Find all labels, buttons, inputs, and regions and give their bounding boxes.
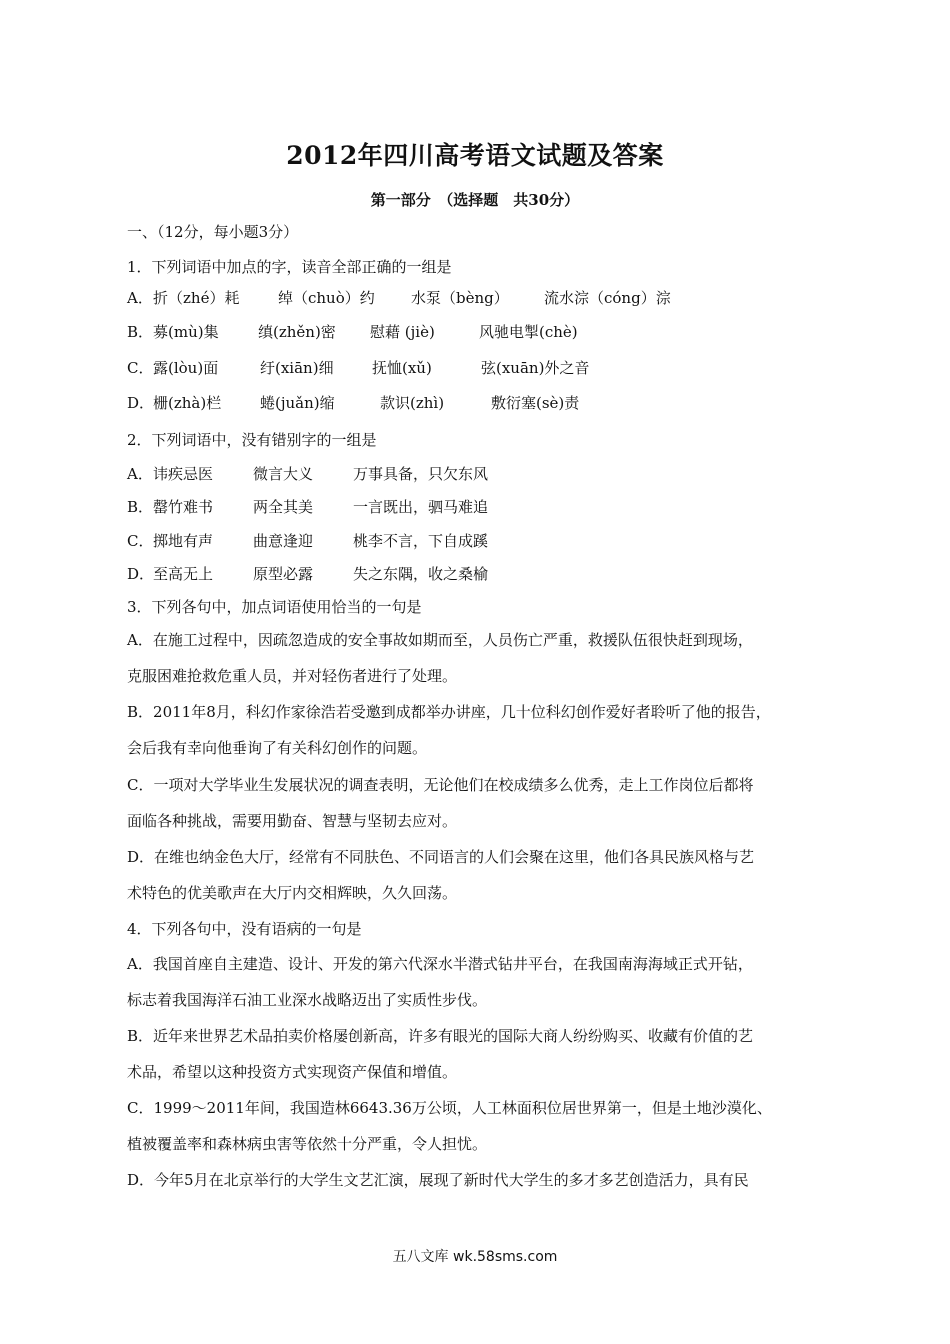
option-label: D．	[127, 394, 155, 412]
option-item: 蜷(juǎn)缩	[260, 394, 335, 412]
option-item: 纡(xiān)细	[260, 359, 334, 377]
page-title: 2012年四川高考语文试题及答案	[286, 141, 664, 170]
question-2-option-b	[127, 497, 488, 517]
option-item: 讳疾忌医	[153, 465, 214, 483]
option-item: 曲意逢迎	[253, 532, 314, 550]
option-label: C．	[127, 532, 154, 550]
option-item: 慰藉 (jiè)	[370, 323, 435, 341]
section-heading: 一、（12分，每小题3分）	[127, 223, 299, 241]
option-item: 绰（chuò）约	[278, 289, 375, 307]
option-item: 至高无上	[153, 565, 214, 583]
question-1-option-b	[127, 322, 578, 342]
question-1-option-c	[127, 358, 589, 378]
option-item: 弦(xuān)外之音	[481, 359, 590, 377]
question-2-option-c	[127, 531, 488, 551]
option-item: 栅(zhà)栏	[153, 394, 222, 412]
option-item: 流水淙（cóng）淙	[544, 289, 671, 307]
question-4-option-b: B．近年来世界艺术品拍卖价格屡创新高，许多有眼光的国际大商人纷纷购买、收藏有价值的艺	[127, 1027, 754, 1045]
option-item: 两全其美	[253, 498, 314, 516]
option-item: 万事具备，只欠东风	[353, 465, 489, 483]
question-3-option-c-cont: 面临各种挑战，需要用勤奋、智慧与坚韧去应对。	[127, 812, 458, 830]
option-item: 缜(zhěn)密	[258, 323, 336, 341]
question-2-stem: 2．下列词语中，没有错别字的一组是	[127, 431, 377, 449]
question-4-option-a: A．我国首座自主建造、设计、开发的第六代深水半潜式钻井平台，在我国南海海域正式开钻，	[127, 955, 753, 973]
option-item: 抚恤(xǔ)	[372, 359, 432, 377]
question-3-option-b-cont: 会后我有幸向他垂询了有关科幻创作的问题。	[127, 739, 428, 757]
option-label: B．	[127, 323, 154, 341]
option-item: 风驰电掣(chè)	[479, 323, 578, 341]
option-item: 款识(zhì)	[380, 394, 445, 412]
question-4-option-d: D．今年5月在北京举行的大学生文艺汇演，展现了新时代大学生的多才多艺创造活力，具有民	[127, 1171, 749, 1189]
question-3-option-c: C．一项对大学毕业生发展状况的调查表明，无论他们在校成绩多么优秀，走上工作岗位后都将	[127, 776, 754, 794]
question-4-option-c: C．1999～2011年间，我国造林6643.36万公顷，人工林面积位居世界第一，但是土地沙漠化、	[127, 1099, 772, 1117]
question-3-option-d-cont: 术特色的优美歌声在大厅内交相辉映，久久回荡。	[127, 884, 458, 902]
question-3-option-a-cont: 克服困难抢救危重人员，并对轻伤者进行了处理。	[127, 667, 458, 685]
option-item: 掷地有声	[153, 532, 214, 550]
question-3-option-a: A．在施工过程中，因疏忽造成的安全事故如期而至，人员伤亡严重，救援队伍很快赶到现场，	[127, 631, 753, 649]
question-4-option-b-cont: 术品，希望以这种投资方式实现资产保值和增值。	[127, 1063, 458, 1081]
question-1-option-a	[127, 288, 671, 308]
option-item: 原型必露	[253, 565, 314, 583]
part-heading: 第一部分 （选择题 共30分）	[370, 191, 580, 209]
option-item: 一言既出，驷马难追	[353, 498, 489, 516]
option-item: 罄竹难书	[153, 498, 214, 516]
option-label: C．	[127, 359, 154, 377]
question-3-stem: 3．下列各句中，加点词语使用恰当的一句是	[127, 598, 422, 616]
option-item: 微言大义	[253, 465, 314, 483]
option-item: 失之东隅，收之桑榆	[353, 565, 489, 583]
option-item: 敷衍塞(sè)责	[491, 394, 580, 412]
question-1-option-d	[127, 393, 579, 413]
option-item: 露(lòu)面	[153, 359, 219, 377]
question-3-option-d: D．在维也纳金色大厅，经常有不同肤色、不同语言的人们会聚在这里，他们各具民族风格与艺	[127, 848, 755, 866]
option-item: 折（zhé）耗	[153, 289, 240, 307]
option-label: A．	[127, 465, 153, 483]
option-item: 募(mù)集	[153, 323, 219, 341]
question-3-option-b: B．2011年8月，科幻作家徐浩若受邀到成都举办讲座，几十位科幻创作爱好者聆听了他的报告，	[127, 703, 771, 721]
question-4-stem: 4．下列各句中，没有语病的一句是	[127, 920, 362, 938]
option-item: 桃李不言，下自成蹊	[353, 532, 489, 550]
question-2-option-a	[127, 464, 488, 484]
footer-watermark: 五八文库 wk.58sms.com	[392, 1249, 558, 1265]
option-label: A．	[127, 289, 153, 307]
option-label: D．	[127, 565, 155, 583]
question-1-stem: 1．下列词语中加点的字，读音全部正确的一组是	[127, 258, 452, 276]
option-label: B．	[127, 498, 154, 516]
question-2-option-d	[127, 564, 488, 584]
question-4-option-a-cont: 标志着我国海洋石油工业深水战略迈出了实质性步伐。	[127, 991, 488, 1009]
question-4-option-c-cont: 植被覆盖率和森林病虫害等依然十分严重，令人担忧。	[127, 1135, 488, 1153]
option-item: 水泵（bèng）	[411, 289, 509, 307]
